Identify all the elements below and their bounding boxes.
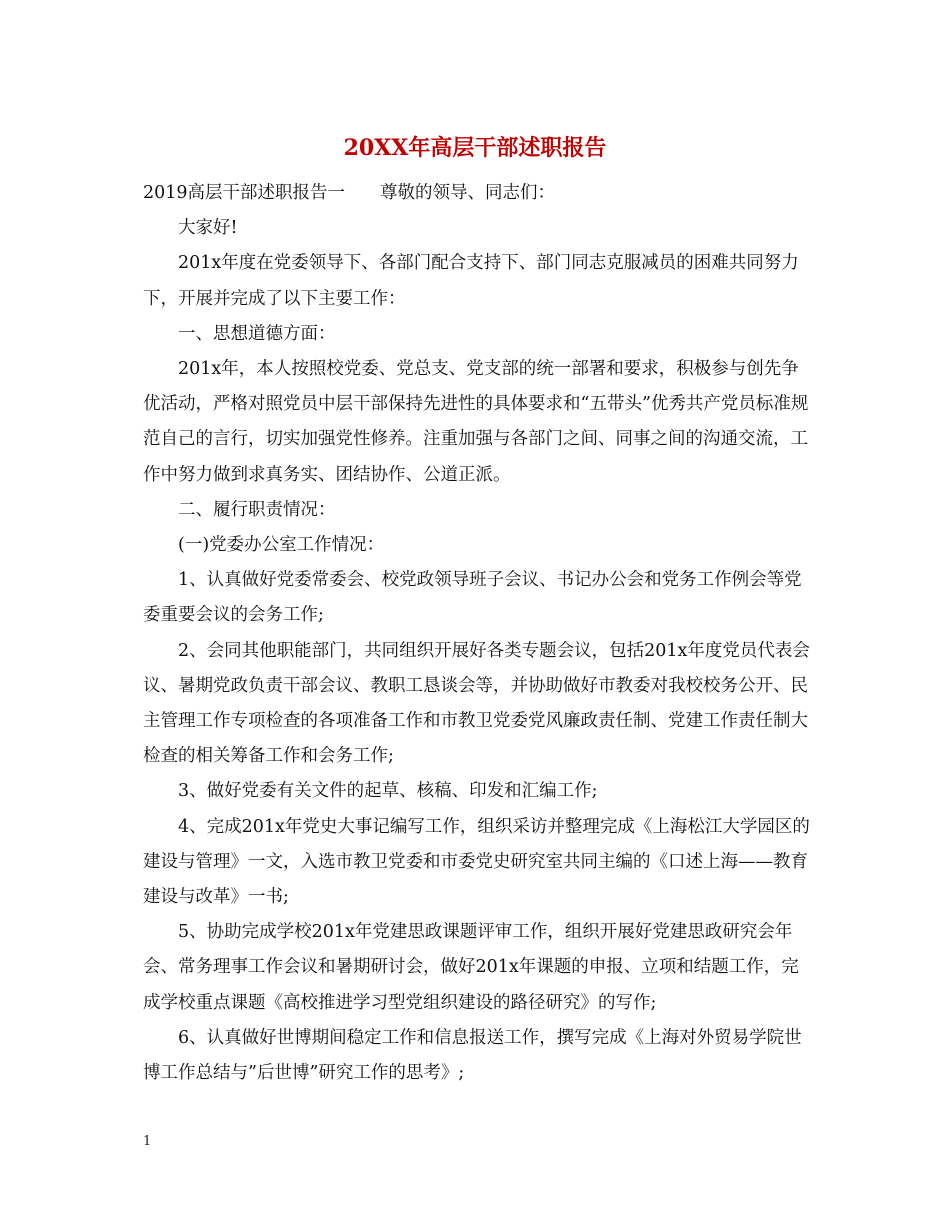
section-heading-ideology: 一、思想道德方面： bbox=[178, 323, 336, 344]
list-item-6: 6、认真做好世博期间稳定工作和信息报送工作，撰写完成《上海对外贸易学院世博工作总结与”后世博”研究工作的思考》; bbox=[143, 1027, 802, 1084]
list-item-3: 3、做好党委有关文件的起草、核稿、印发和汇编工作; bbox=[178, 781, 598, 802]
list-item-1: 1、认真做好党委常委会、校党政领导班子会议、书记办公会和党务工作例会等党委重要会议的会务工作; bbox=[143, 570, 802, 626]
document-title: 20XX年高层干部述职报告 bbox=[343, 135, 607, 161]
document-body bbox=[143, 176, 815, 1091]
paragraph-heading-line: 2019高层干部述职报告一 尊敬的领导、同志们： bbox=[143, 183, 556, 203]
list-item-5: 5、协助完成学校201x年党建思政课题评审工作，组织开展好党建思政研究会年会、常务理事工作会议和暑期研讨会，做好201x年课题的申报、立项和结题工作，完成学校重点课题《高校推进学习型党组织建设的路径研究》的写作; bbox=[143, 922, 799, 1013]
list-item-4: 4、完成201x年党史大事记编写工作，组织采访并整理完成《上海松江大学园区的建设与管理》一文，入选市教卫党委和市委党史研究室共同主编的《口述上海——教育建设与改革》一书; bbox=[143, 816, 810, 908]
section-heading-duties: 二、履行职责情况： bbox=[178, 499, 336, 520]
subsection-heading-party-office: (一)党委办公室工作情况： bbox=[178, 535, 385, 556]
paragraph-greeting: 大家好! bbox=[178, 218, 238, 239]
paragraph-intro: 201x年度在党委领导下、各部门配合支持下、部门同志克服减员的困难共同努力下，开展并完成了以下主要工作： bbox=[143, 253, 799, 309]
paragraph-ideology: 201x年，本人按照校党委、党总支、党支部的统一部署和要求，积极参与创先争优活动，严格对照党员中层干部保持先进性的具体要求和“五带头”优秀共产党员标准规范自己的言行，切实加强党性修养。注重加强与各部门之间、同事之间的沟通交流，工作中努力做到求真务实、团结协作、公道正派。 bbox=[143, 359, 809, 485]
page-number: 1 bbox=[143, 1134, 152, 1149]
list-item-2: 2、会同其他职能部门，共同组织开展好各类专题会议，包括201x年度党员代表会议、暑期党政负责干部会议、教职工恳谈会等，并协助做好市教委对我校校务公开、民主管理工作专项检查的各项准备工作和市教卫党委党风廉政责任制、党建工作责任制大检查的相关筹备工作和会务工作; bbox=[143, 640, 810, 767]
